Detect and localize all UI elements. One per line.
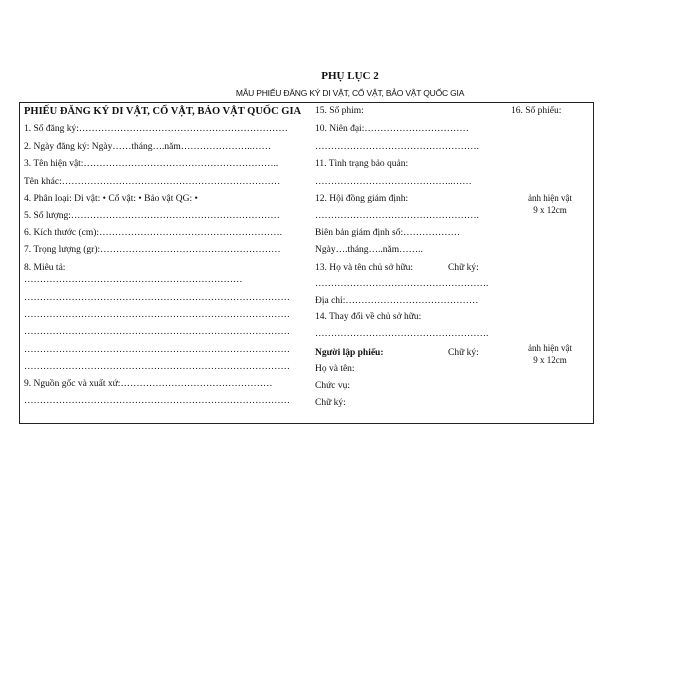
field-creator-name: Họ và tên:: [315, 364, 355, 374]
field-film-number: 15. Số phim:: [315, 106, 364, 116]
field-classification: 4. Phân loại: Di vật: • Cổ vật: • Bảo vật QG: •: [24, 194, 198, 204]
field-description: 8. Miêu tả:: [24, 263, 66, 273]
preservation-line: ……………………………………..……: [315, 177, 472, 187]
field-owner-name: 13. Họ và tên chủ sở hữu:: [315, 263, 414, 273]
form-heading: PHIẾU ĐĂNG KÝ DI VẬT, CỔ VẬT, BẢO VẬT QUỐC GIA: [24, 106, 302, 117]
photo-size: 9 x 12cm: [533, 355, 567, 365]
field-owner-address: Địa chỉ:……………………………………: [315, 296, 479, 306]
origin-line: …………………………………………………………………………: [24, 396, 290, 406]
page-title: PHỤ LỤC 2: [321, 70, 379, 82]
owner-signature-label: Chữ ký:: [448, 263, 479, 273]
photo-size: 9 x 12cm: [533, 205, 567, 215]
field-preservation-status: 11. Tình trạng bảo quản:: [315, 159, 409, 169]
field-sheet-number: 16. Số phiếu:: [511, 106, 562, 116]
field-other-name: Tên khác:……………………………………………………………: [24, 177, 281, 187]
dating-line: …………………………………………….: [315, 142, 479, 152]
field-origin: 9. Nguồn gốc và xuất xứ:…………………………………………: [24, 379, 273, 389]
description-line: …………………………………………………………………………: [24, 345, 290, 355]
ownership-change-line: ……………………………………………….: [315, 329, 489, 339]
description-line: …………………………………………………………………………: [24, 310, 290, 320]
field-registration-number: 1. Số đăng ký:…………………………………………………………: [24, 124, 288, 134]
page-subtitle: MẪU PHIẾU ĐĂNG KÝ DI VẬT, CỔ VẬT, BẢO VẬT QUỐC GIA: [235, 88, 465, 98]
field-registration-date: 2. Ngày đăng ký: Ngày……tháng….năm…………………..……: [24, 142, 271, 152]
description-line: ……………………………………………………………: [24, 275, 243, 285]
field-appraisal-date: Ngày….tháng…..năm……..: [315, 245, 423, 255]
field-creator-signature: Chữ ký:: [315, 398, 346, 408]
photo-label: ảnh hiện vật: [528, 193, 572, 203]
description-line: …………………………………………………………………………: [24, 327, 290, 337]
field-dating: 10. Niên đại:……………………………: [315, 124, 469, 134]
field-appraisal-council: 12. Hội đồng giám định:: [315, 194, 409, 204]
field-dimensions: 6. Kích thước (cm):………………………………………………….: [24, 228, 282, 238]
field-form-creator: Người lập phiếu:: [315, 348, 384, 358]
description-line: …………………………………………………………………………: [24, 362, 290, 372]
photo-placeholder-1: [505, 192, 595, 216]
photo-label: ảnh hiện vật: [528, 343, 572, 353]
registration-form: [19, 102, 594, 424]
field-artifact-name: 3. Tên hiện vật:……………………………………………………..: [24, 159, 279, 169]
field-ownership-change: 14. Thay đổi về chủ sở hữu:: [315, 312, 422, 322]
field-quantity: 5. Số lượng:…………………………………………………………: [24, 211, 280, 221]
photo-placeholder-2: [505, 342, 595, 366]
owner-line: ……………………………………………….: [315, 279, 489, 289]
appraisal-line: …………………………………………….: [315, 211, 479, 221]
field-weight: 7. Trọng lượng (gr):…………………………………………………: [24, 245, 281, 255]
field-creator-position: Chức vụ:: [315, 381, 350, 391]
description-line: …………………………………………………………………………: [24, 293, 290, 303]
field-appraisal-record: Biên bản giám định số:………………: [315, 228, 461, 238]
creator-signature-label: Chữ ký:: [448, 348, 479, 358]
